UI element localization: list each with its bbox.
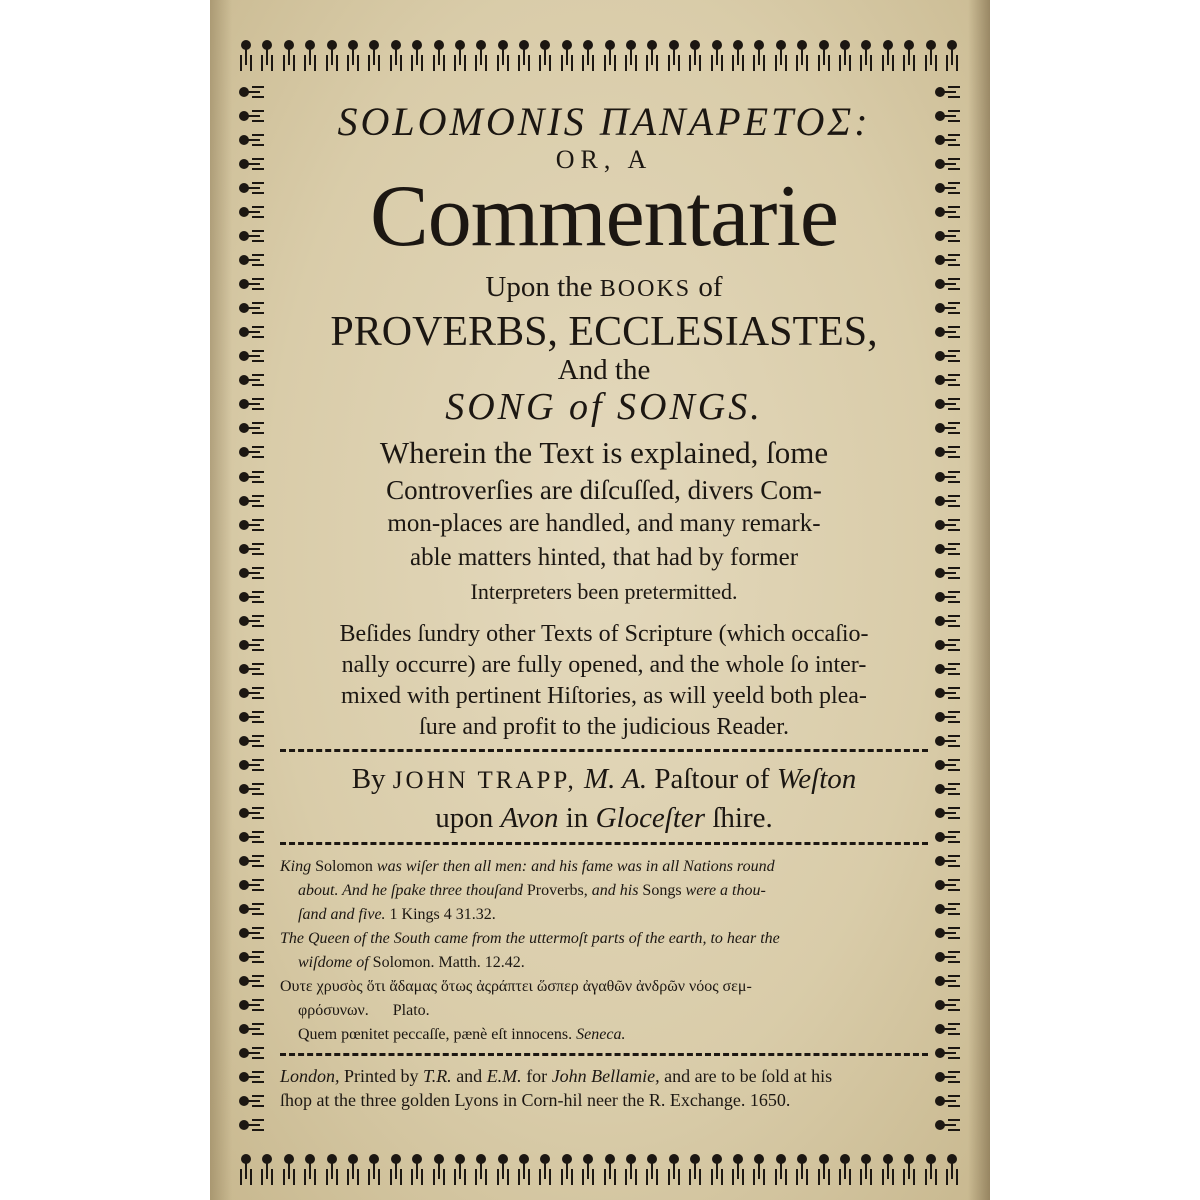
fleuron-ornament bbox=[935, 733, 957, 749]
ornament-border-right bbox=[928, 84, 964, 1134]
imprint-block bbox=[280, 1064, 928, 1112]
fleuron-ornament bbox=[687, 40, 703, 66]
fleuron-ornament bbox=[644, 1154, 660, 1180]
upon-text: upon bbox=[435, 802, 494, 834]
fleuron-ornament bbox=[730, 1154, 746, 1180]
fleuron-ornament bbox=[239, 805, 261, 821]
fleuron-ornament bbox=[473, 40, 489, 66]
books-list-line: PROVERBS, ECCLESIASTES, bbox=[330, 309, 878, 355]
fleuron-ornament bbox=[935, 541, 957, 557]
imprint-line: ſhop at the three golden Lyons in Corn-hil neer the R. Exchange. 1650. bbox=[280, 1090, 791, 1110]
fleuron-ornament bbox=[239, 781, 261, 797]
fleuron-ornament bbox=[259, 1154, 275, 1180]
fleuron-ornament bbox=[935, 637, 957, 653]
and-the-line: And the bbox=[557, 354, 651, 386]
fleuron-ornament bbox=[239, 420, 261, 436]
fleuron-ornament bbox=[239, 300, 261, 316]
fleuron-ornament bbox=[388, 40, 404, 66]
fleuron-ornament bbox=[495, 1154, 511, 1180]
fleuron-ornament bbox=[239, 252, 261, 268]
fleuron-ornament bbox=[623, 40, 639, 66]
page-edge-shadow-right bbox=[968, 0, 990, 1200]
fleuron-ornament bbox=[935, 925, 957, 941]
fleuron-ornament bbox=[709, 1154, 725, 1180]
fleuron-ornament bbox=[431, 1154, 447, 1180]
fleuron-ornament bbox=[239, 925, 261, 941]
author-place: Weſton bbox=[776, 763, 857, 795]
fleuron-ornament bbox=[580, 1154, 596, 1180]
author-degree: M. A. bbox=[584, 763, 648, 795]
fleuron-ornament bbox=[935, 1093, 957, 1109]
fleuron-ornament bbox=[409, 40, 425, 66]
note-line: ſure and profit to the judicious Reader. bbox=[419, 714, 789, 740]
fleuron-ornament bbox=[935, 132, 957, 148]
fleuron-ornament bbox=[935, 613, 957, 629]
title-page bbox=[210, 0, 990, 1200]
fleuron-ornament bbox=[239, 84, 261, 100]
fleuron-ornament bbox=[935, 877, 957, 893]
fleuron-ornament bbox=[239, 276, 261, 292]
greek-title: SOLOMONIS ΠΑΝΑΡΕΤΟΣ: bbox=[337, 99, 871, 144]
description-line: able matters hinted, that had by former bbox=[409, 544, 799, 571]
ornament-border-left bbox=[232, 84, 268, 1134]
fleuron-ornament bbox=[794, 40, 810, 66]
ornament-border-bottom bbox=[238, 1138, 960, 1196]
fleuron-ornament bbox=[935, 84, 957, 100]
ornament-border-top bbox=[238, 24, 960, 82]
fleuron-ornament bbox=[345, 1154, 361, 1180]
fleuron-ornament bbox=[709, 40, 725, 66]
fleuron-ornament bbox=[935, 565, 957, 581]
fleuron-ornament bbox=[239, 1021, 261, 1037]
divider-rule bbox=[280, 842, 928, 845]
quote-line: The Queen of the South came from the uttermoſt parts of the earth, to hear the bbox=[280, 930, 780, 947]
fleuron-ornament bbox=[238, 1154, 254, 1180]
fleuron-ornament bbox=[452, 1154, 468, 1180]
fleuron-ornament bbox=[935, 469, 957, 485]
fleuron-ornament bbox=[935, 156, 957, 172]
fleuron-ornament bbox=[935, 420, 957, 436]
fleuron-ornament bbox=[239, 565, 261, 581]
fleuron-ornament bbox=[602, 40, 618, 66]
epigraph-quotes bbox=[280, 855, 928, 1047]
fleuron-ornament bbox=[923, 1154, 939, 1180]
fleuron-ornament bbox=[644, 40, 660, 66]
fleuron-ornament bbox=[324, 1154, 340, 1180]
fleuron-ornament bbox=[239, 877, 261, 893]
quote-line: φρόσυνων. Plato. bbox=[298, 1002, 430, 1019]
fleuron-ornament bbox=[239, 1069, 261, 1085]
fleuron-ornament bbox=[935, 204, 957, 220]
fleuron-ornament bbox=[239, 228, 261, 244]
fleuron-ornament bbox=[452, 40, 468, 66]
fleuron-ornament bbox=[239, 637, 261, 653]
fleuron-ornament bbox=[935, 324, 957, 340]
fleuron-ornament bbox=[858, 1154, 874, 1180]
fleuron-ornament bbox=[259, 40, 275, 66]
fleuron-ornament bbox=[388, 1154, 404, 1180]
description-line: Controverſies are diſcuſſed, divers Com- bbox=[386, 475, 822, 505]
fleuron-ornament bbox=[324, 40, 340, 66]
fleuron-ornament bbox=[935, 228, 957, 244]
fleuron-ornament bbox=[409, 1154, 425, 1180]
fleuron-ornament bbox=[537, 40, 553, 66]
fleuron-ornament bbox=[666, 1154, 682, 1180]
divider-rule bbox=[280, 1053, 928, 1056]
fleuron-ornament bbox=[239, 517, 261, 533]
fleuron-ornament bbox=[302, 40, 318, 66]
fleuron-ornament bbox=[935, 661, 957, 677]
fleuron-ornament bbox=[935, 180, 957, 196]
note-block bbox=[280, 619, 928, 743]
note-line: Beſides ſundry other Texts of Scripture (which occaſio- bbox=[339, 621, 869, 647]
fleuron-ornament bbox=[901, 40, 917, 66]
description-line: Wherein the Text is explained, ſome bbox=[379, 435, 829, 470]
quote-line: ſand and five. 1 Kings 4 31.32. bbox=[298, 906, 496, 923]
fleuron-ornament bbox=[837, 40, 853, 66]
note-line: mixed with pertinent Hiſtories, as will yeeld both plea- bbox=[341, 683, 867, 709]
fleuron-ornament bbox=[239, 348, 261, 364]
fleuron-ornament bbox=[923, 40, 939, 66]
upon-books-line bbox=[280, 271, 928, 304]
fleuron-ornament bbox=[239, 997, 261, 1013]
fleuron-ornament bbox=[816, 1154, 832, 1180]
fleuron-ornament bbox=[516, 40, 532, 66]
books-text: BOOKS bbox=[599, 276, 692, 302]
fleuron-ornament bbox=[935, 997, 957, 1013]
fleuron-ornament bbox=[281, 1154, 297, 1180]
fleuron-ornament bbox=[281, 40, 297, 66]
fleuron-ornament bbox=[239, 156, 261, 172]
fleuron-ornament bbox=[239, 733, 261, 749]
fleuron-ornament bbox=[345, 40, 361, 66]
fleuron-ornament bbox=[537, 1154, 553, 1180]
fleuron-ornament bbox=[239, 661, 261, 677]
river-name: Avon bbox=[500, 802, 559, 834]
fleuron-ornament bbox=[944, 1154, 960, 1180]
scripture-reference: Matth. 12.42. bbox=[438, 954, 525, 971]
fleuron-ornament bbox=[935, 685, 957, 701]
author-line bbox=[280, 760, 928, 800]
fleuron-ornament bbox=[935, 276, 957, 292]
of-text: of bbox=[698, 271, 723, 303]
fleuron-ornament bbox=[935, 829, 957, 845]
fleuron-ornament bbox=[239, 1117, 261, 1133]
note-line: nally occurre) are fully opened, and the whole ſo inter- bbox=[341, 652, 867, 678]
or-a-line: OR, A bbox=[555, 145, 653, 174]
seneca-attribution: Seneca. bbox=[576, 1026, 626, 1043]
fleuron-ornament bbox=[239, 493, 261, 509]
fleuron-ornament bbox=[935, 853, 957, 869]
fleuron-ornament bbox=[239, 613, 261, 629]
fleuron-ornament bbox=[935, 805, 957, 821]
fleuron-ornament bbox=[602, 1154, 618, 1180]
description-line: Interpreters been pretermitted. bbox=[470, 579, 738, 604]
fleuron-ornament bbox=[366, 40, 382, 66]
fleuron-ornament bbox=[239, 853, 261, 869]
description-line: mon-places are handled, and many remark- bbox=[387, 510, 821, 537]
shire-text: ſhire. bbox=[712, 802, 773, 834]
fleuron-ornament bbox=[935, 709, 957, 725]
fleuron-ornament bbox=[687, 1154, 703, 1180]
quote-line: about. And he ſpake three thouſand Proverbs, and his Songs were a thou- bbox=[298, 882, 766, 899]
fleuron-ornament bbox=[239, 372, 261, 388]
fleuron-ornament bbox=[935, 493, 957, 509]
fleuron-ornament bbox=[431, 40, 447, 66]
fleuron-ornament bbox=[239, 829, 261, 845]
fleuron-ornament bbox=[935, 1045, 957, 1061]
fleuron-ornament bbox=[623, 1154, 639, 1180]
fleuron-ornament bbox=[935, 108, 957, 124]
fleuron-ornament bbox=[858, 40, 874, 66]
fleuron-ornament bbox=[935, 949, 957, 965]
fleuron-ornament bbox=[730, 40, 746, 66]
song-of-songs-line: SONG of SONGS. bbox=[445, 386, 763, 428]
imprint-line: London, Printed by T.R. and E.M. for John Bellamie, and are to be ſold at his bbox=[280, 1066, 833, 1086]
plato-attribution: Plato. bbox=[392, 1002, 430, 1019]
fleuron-ornament bbox=[880, 40, 896, 66]
fleuron-ornament bbox=[239, 973, 261, 989]
fleuron-ornament bbox=[816, 40, 832, 66]
fleuron-ornament bbox=[935, 1021, 957, 1037]
author-location-line bbox=[280, 800, 928, 836]
fleuron-ornament bbox=[935, 901, 957, 917]
fleuron-ornament bbox=[935, 973, 957, 989]
fleuron-ornament bbox=[901, 1154, 917, 1180]
fleuron-ornament bbox=[935, 396, 957, 412]
title-text-block bbox=[280, 90, 928, 1112]
fleuron-ornament bbox=[935, 1069, 957, 1085]
fleuron-ornament bbox=[239, 204, 261, 220]
fleuron-ornament bbox=[239, 757, 261, 773]
author-role: Paſtour of bbox=[654, 763, 770, 795]
fleuron-ornament bbox=[935, 348, 957, 364]
fleuron-ornament bbox=[935, 1117, 957, 1133]
solomon-name: Solomon bbox=[315, 858, 373, 875]
fleuron-ornament bbox=[773, 40, 789, 66]
fleuron-ornament bbox=[773, 1154, 789, 1180]
fleuron-ornament bbox=[751, 40, 767, 66]
fleuron-ornament bbox=[239, 901, 261, 917]
main-title: Commentarie bbox=[370, 168, 838, 265]
fleuron-ornament bbox=[559, 1154, 575, 1180]
fleuron-ornament bbox=[666, 40, 682, 66]
quote-line: Quem pœnitet peccaſſe, pænè eſt innocens. Seneca. bbox=[298, 1026, 626, 1043]
fleuron-ornament bbox=[935, 781, 957, 797]
county-name: Gloceſter bbox=[595, 802, 706, 834]
fleuron-ornament bbox=[935, 757, 957, 773]
greek-quote-line: Ουτε χρυσὸς ὅτι ἄδαμας ὅτως ἀςράπτει ὥσπερ ἀγαθῶν ἀνδρῶν νόος σεμ- bbox=[280, 978, 752, 995]
page-edge-shadow-left bbox=[210, 0, 232, 1200]
fleuron-ornament bbox=[580, 40, 596, 66]
fleuron-ornament bbox=[935, 252, 957, 268]
fleuron-ornament bbox=[935, 300, 957, 316]
fleuron-ornament bbox=[239, 180, 261, 196]
fleuron-ornament bbox=[239, 1093, 261, 1109]
scripture-reference: 1 Kings 4 31.32. bbox=[389, 906, 496, 923]
fleuron-ornament bbox=[944, 40, 960, 66]
fleuron-ornament bbox=[239, 1045, 261, 1061]
fleuron-ornament bbox=[495, 40, 511, 66]
fleuron-ornament bbox=[239, 108, 261, 124]
fleuron-ornament bbox=[366, 1154, 382, 1180]
divider-rule bbox=[280, 749, 928, 752]
upon-the-text: Upon the bbox=[485, 271, 593, 303]
fleuron-ornament bbox=[302, 1154, 318, 1180]
fleuron-ornament bbox=[239, 396, 261, 412]
fleuron-ornament bbox=[239, 685, 261, 701]
quote-line: King Solomon was wiſer then all men: and his fame was in all Nations round bbox=[280, 858, 775, 875]
description-block bbox=[280, 433, 928, 609]
fleuron-ornament bbox=[239, 709, 261, 725]
fleuron-ornament bbox=[935, 589, 957, 605]
author-name: JOHN TRAPP, bbox=[392, 767, 577, 794]
fleuron-ornament bbox=[935, 444, 957, 460]
fleuron-ornament bbox=[794, 1154, 810, 1180]
fleuron-ornament bbox=[239, 469, 261, 485]
fleuron-ornament bbox=[239, 589, 261, 605]
fleuron-ornament bbox=[559, 40, 575, 66]
fleuron-ornament bbox=[238, 40, 254, 66]
fleuron-ornament bbox=[239, 324, 261, 340]
fleuron-ornament bbox=[516, 1154, 532, 1180]
fleuron-ornament bbox=[935, 372, 957, 388]
fleuron-ornament bbox=[935, 517, 957, 533]
in-text: in bbox=[565, 802, 589, 834]
fleuron-ornament bbox=[239, 949, 261, 965]
fleuron-ornament bbox=[239, 132, 261, 148]
fleuron-ornament bbox=[880, 1154, 896, 1180]
quote-line: wiſdome of Solomon. Matth. 12.42. bbox=[298, 954, 525, 971]
fleuron-ornament bbox=[473, 1154, 489, 1180]
by-text: By bbox=[351, 763, 386, 795]
fleuron-ornament bbox=[239, 444, 261, 460]
fleuron-ornament bbox=[751, 1154, 767, 1180]
fleuron-ornament bbox=[837, 1154, 853, 1180]
fleuron-ornament bbox=[239, 541, 261, 557]
